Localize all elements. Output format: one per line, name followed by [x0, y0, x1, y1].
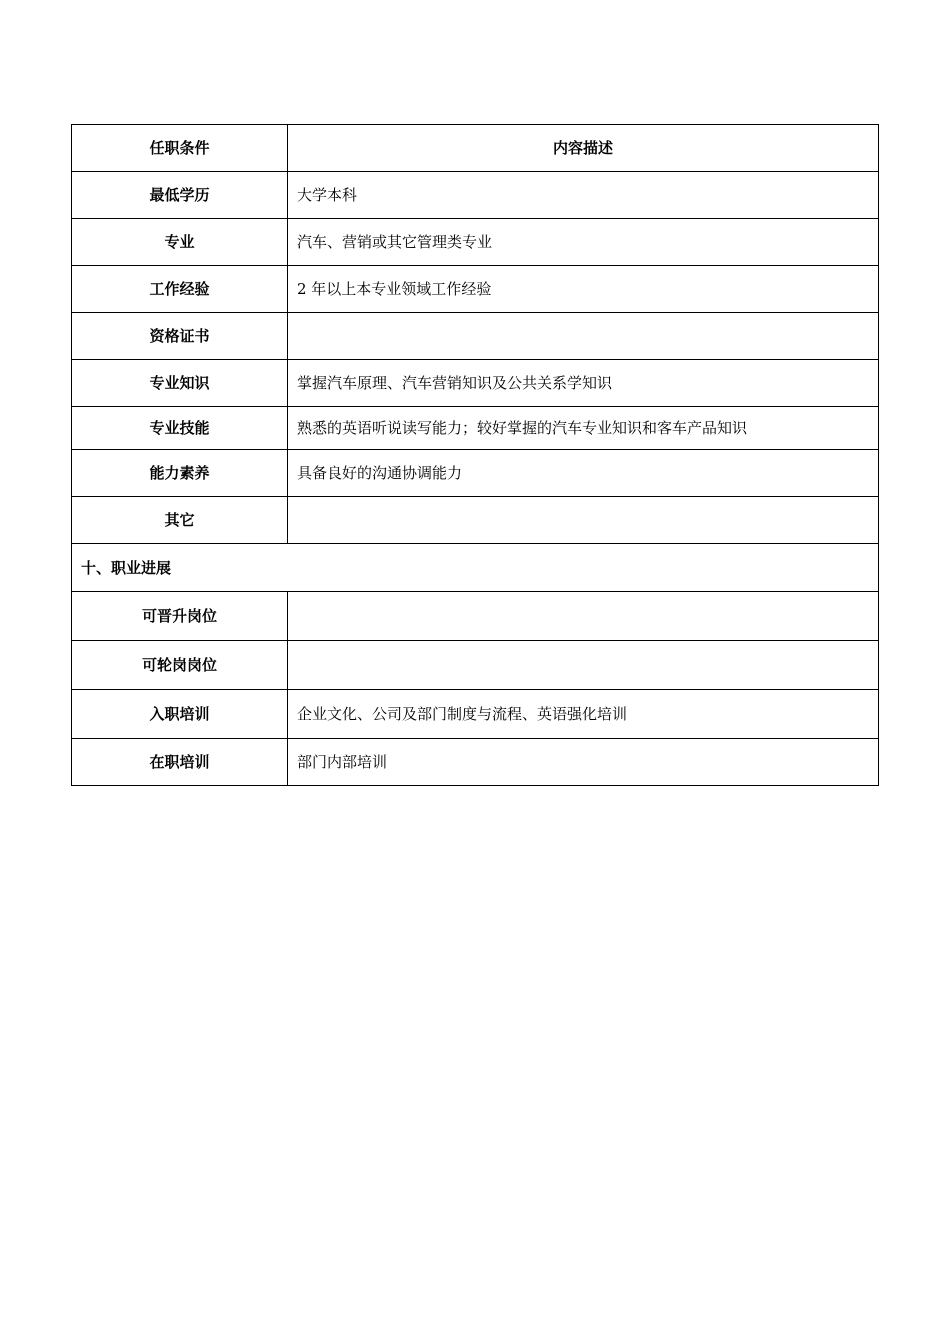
section-heading-row	[72, 544, 879, 592]
row-value: 具备良好的沟通协调能力	[288, 450, 879, 497]
table-row	[72, 219, 879, 266]
table-header-row	[72, 125, 879, 172]
row-value: 熟悉的英语听说读写能力；较好掌握的汽车专业知识和客车产品知识	[288, 407, 879, 450]
section-title: 十、职业进展	[72, 544, 879, 592]
row-value: 大学本科	[288, 172, 879, 219]
row-value: 2 年以上本专业领域工作经验	[288, 266, 879, 313]
row-value	[288, 641, 879, 690]
row-label: 专业技能	[72, 407, 288, 450]
header-label-cell: 任职条件	[72, 125, 288, 172]
row-value: 部门内部培训	[288, 739, 879, 786]
table-row	[72, 172, 879, 219]
row-value: 掌握汽车原理、汽车营销知识及公共关系学知识	[288, 360, 879, 407]
row-label: 入职培训	[72, 690, 288, 739]
row-label: 能力素养	[72, 450, 288, 497]
table-row	[72, 641, 879, 690]
row-label: 资格证书	[72, 313, 288, 360]
header-value-cell: 内容描述	[288, 125, 879, 172]
table-row	[72, 592, 879, 641]
row-label: 专业	[72, 219, 288, 266]
table-row	[72, 739, 879, 786]
table-row	[72, 497, 879, 544]
table-row	[72, 313, 879, 360]
row-label: 可轮岗岗位	[72, 641, 288, 690]
row-label: 可晋升岗位	[72, 592, 288, 641]
row-value: 企业文化、公司及部门制度与流程、英语强化培训	[288, 690, 879, 739]
table-row	[72, 450, 879, 497]
table-row	[72, 690, 879, 739]
row-label: 最低学历	[72, 172, 288, 219]
table-row	[72, 360, 879, 407]
job-requirements-table	[71, 124, 879, 786]
row-value: 汽车、营销或其它管理类专业	[288, 219, 879, 266]
row-label: 在职培训	[72, 739, 288, 786]
row-label: 工作经验	[72, 266, 288, 313]
row-value	[288, 497, 879, 544]
table-row	[72, 407, 879, 450]
table-row	[72, 266, 879, 313]
row-value	[288, 313, 879, 360]
row-label: 专业知识	[72, 360, 288, 407]
row-value	[288, 592, 879, 641]
row-label: 其它	[72, 497, 288, 544]
